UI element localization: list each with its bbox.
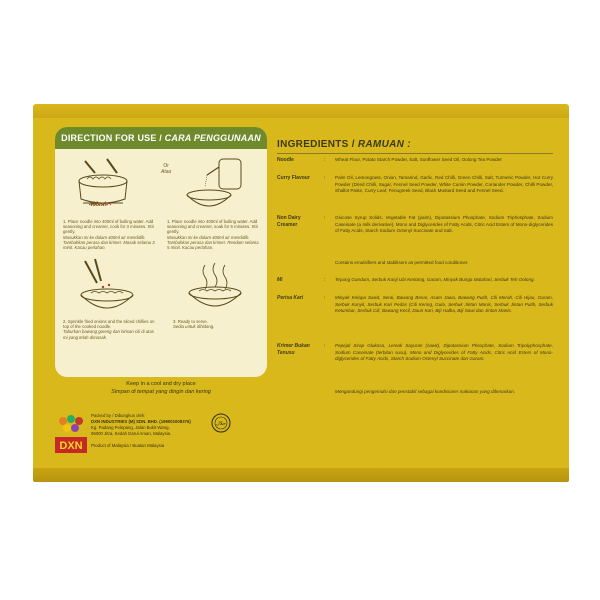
maker-text: Packed by / Dibungkus oleh: DXN INDUSTRIES (M) SDN. BHD. (199001008376) Kg. Padang Pelepang, Jalan Bukit Wang, 06000 Jitra, Kedah Darul Aman, Malaysia. Product of Malaysia / Buatan Malaysia <box>91 413 191 448</box>
step-3-text: 3. Ready to serve. Sedia untuk dihidang. <box>173 319 215 330</box>
kettle-bowl-icon <box>177 153 257 215</box>
directions-header <box>55 127 267 149</box>
directions-title-en: DIRECTION FOR USE / <box>61 133 162 143</box>
directions-panel <box>55 127 267 377</box>
or-label: Or Atau <box>161 163 172 175</box>
measure-label: 400ml <box>89 202 107 208</box>
ingredients-rule <box>277 153 553 154</box>
step-1b-text: 1. Place noodle into 400ml of boiling water. Add seasoning and creamer, soak for 5 minutes. Stir gently. Masukkan mi ke dalam 400ml air mendidih. Tambahkan perasa dan krimer. Rendam selama 5 minit. Kacau perlahan. <box>167 219 259 251</box>
directions-title-ms: CARA PENGGUNAAN <box>164 133 261 143</box>
step-1-text: 1. Place noodle into 400ml of boiling water. Add seasoning and creamer, cook for 3 minutes. Stir gently. Masukkan mi ke dalam 400ml air mendidih. Tambahkan perasa dan krimer. Masak selama 3 minit. Kacau perlahan. <box>63 219 155 251</box>
step-2-text: 2. Sprinkle fried onions and the sliced chillies on top of the cooked noodle. Taburkan bawang goreng dan hirisan cili di atas mi yang telah dimasak. <box>63 319 155 340</box>
box-bottom-edge <box>33 468 569 482</box>
storage-instruction: Keep in a cool and dry place Simpan di tempat yang dingin dan kering <box>111 381 211 395</box>
dxn-logo <box>55 413 87 457</box>
svg-text:DXN: DXN <box>59 440 83 452</box>
svg-text:حلال: حلال <box>216 421 226 427</box>
serving-bowl-icon <box>175 257 255 317</box>
halal-seal-icon <box>211 413 231 433</box>
sprinkle-bowl-icon <box>67 257 147 317</box>
ingredients-title: INGREDIENTS / RAMUAN : <box>277 139 557 150</box>
